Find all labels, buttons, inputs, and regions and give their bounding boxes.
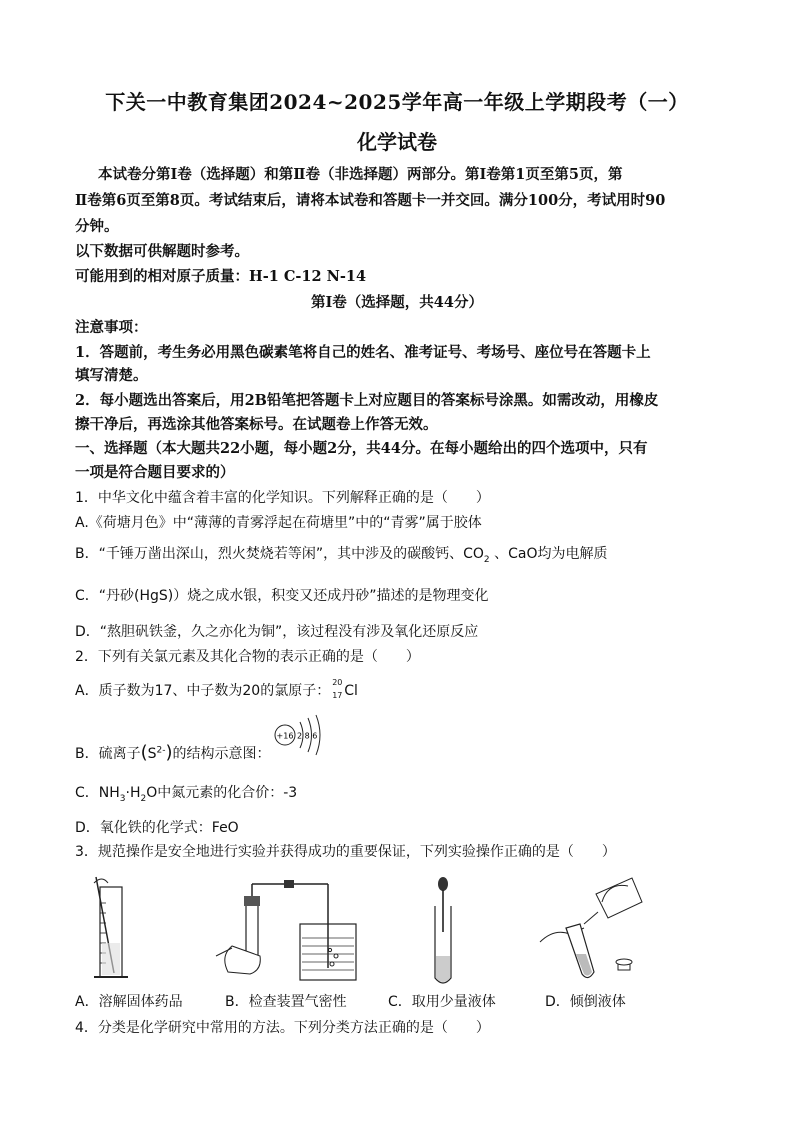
- notice-2b: 擦干净后，再选涂其他答案标号。在试题卷上作答无效。: [75, 416, 438, 433]
- q1-option-c: C．“丹砂(HgS)）烧之成水银，积变又还成丹砂”描述的是物理变化: [75, 588, 489, 604]
- intro-line-1: 本试卷分第Ⅰ卷（选择题）和第Ⅱ卷（非选择题）两部分。第Ⅰ卷第1页至第5页，第: [98, 166, 623, 183]
- q2-option-c: C．$NH_3\cdot H_2O$中氮元素的化合价：-3: [75, 785, 298, 804]
- figure-a-cylinder-illustration: [86, 873, 136, 983]
- notice-2a: 2．每小题选出答案后，用2B铅笔把答题卡上对应题目的答案标号涂黑。如需改动，用橡皮: [75, 392, 659, 409]
- intro-line-2: Ⅱ卷第6页至第8页。考试结束后，请将本试卷和答题卡一并交回。满分100分，考试用时90: [75, 192, 666, 209]
- q2-option-d: D．氧化铁的化学式：FeO: [75, 820, 239, 836]
- intro-line-3: 分钟。: [75, 218, 119, 235]
- notice-1a: 1．答题前，考生务必用黑色碳素笔将自己的姓名、准考证号、考场号、座位号在答题卡上: [75, 344, 651, 361]
- q2-stem: 2．下列有关氯元素及其化合物的表示正确的是（ ）: [75, 649, 420, 665]
- part-heading-a: 一、选择题（本大题共22小题，每小题2分，共44分。在每小题给出的四个选项中，只有: [75, 440, 648, 457]
- shell-electrons: 2 8 6: [297, 731, 318, 741]
- q3-caption-c: C．取用少量液体: [388, 994, 496, 1010]
- q1-option-b: B．“千锤万凿出深山，烈火焚烧若等闲”，其中涉及的碳酸钙、$CO_2$ 、CaO均为电解质: [75, 546, 608, 565]
- atomic-mass-line: 可能用到的相对原子质量：H-1 C-12 N-14: [75, 268, 367, 285]
- part-heading-b: 一项是符合题目要求的）: [75, 464, 235, 481]
- q1-option-d: D．“熬胆矾铁釜，久之亦化为铜”，该过程没有涉及氧化还原反应: [75, 624, 479, 640]
- sulfur-ion-structure-diagram: [271, 712, 333, 758]
- nucleus-label: +16: [276, 731, 294, 741]
- q3-caption-d: D．倾倒液体: [545, 994, 626, 1010]
- figure-d-pouring-illustration: [536, 872, 648, 984]
- figure-b-airtightness-illustration: [210, 876, 360, 986]
- q3-caption-a: A．溶解固体药品: [75, 994, 183, 1010]
- figure-c-dropper-illustration: [428, 876, 458, 988]
- exam-subject: 化学试卷: [357, 130, 437, 154]
- data-note: 以下数据可供解题时参考。: [75, 243, 249, 260]
- q3-caption-b: B．检查装置气密性: [225, 994, 347, 1010]
- q4-stem: 4．分类是化学研究中常用的方法。下列分类方法正确的是（ ）: [75, 1020, 490, 1036]
- exam-title: 下关一中教育集团2024~2025学年高一年级上学期段考（一）: [105, 90, 689, 114]
- q1-stem: 1．中华文化中蕴含着丰富的化学知识。下列解释正确的是（ ）: [75, 490, 490, 506]
- notice-1b: 填写清楚。: [75, 367, 148, 384]
- q3-stem: 3．规范操作是安全地进行实验并获得成功的重要保证，下列实验操作正确的是（ ）: [75, 844, 616, 860]
- q1-option-a: A.《荷塘月色》中“薄薄的青雾浮起在荷塘里”中的“青雾”属于胶体: [75, 515, 482, 531]
- section-heading: 第Ⅰ卷（选择题，共44分）: [311, 294, 483, 311]
- q2-option-a: A．质子数为17、中子数为20的氯原子： 20 17 Cl: [75, 678, 358, 700]
- notice-title: 注意事项：: [75, 319, 148, 336]
- q2-option-b: B．硫离子$(S^{2-})$的结构示意图：: [75, 742, 271, 763]
